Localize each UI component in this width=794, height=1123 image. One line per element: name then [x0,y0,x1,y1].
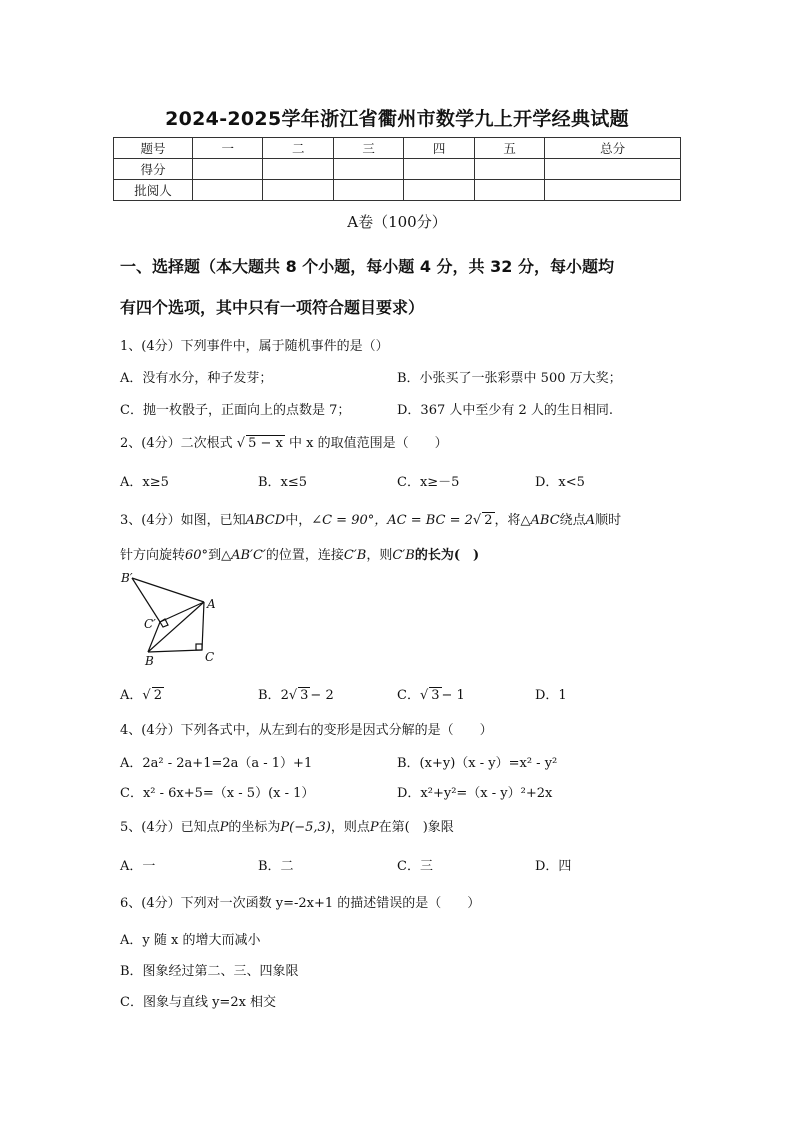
score-input-cell [545,180,681,201]
question-2-stem [120,432,448,451]
q3-option-b-label: B． [258,688,281,703]
q3-option-b-radicand: 3 [300,688,309,703]
q5-option-b: B．二 [258,859,294,874]
q2-stem-pre: 2、(4分）二次根式 [120,436,233,451]
q3-text: ，将 [494,513,521,528]
score-table-cell: 二 [263,138,333,159]
label-bprime: B′ [121,571,133,585]
q3-math: A [585,513,596,528]
q2-option-a: A．x≥5 [120,475,169,490]
section-heading-line2: 有四个选项，其中只有一项符合题目要求） [120,298,425,317]
q3-math: △AB′C′ [221,548,266,563]
segment-b-c [148,650,202,652]
q3-text: ，则 [366,548,393,563]
question-3-line1 [120,509,621,528]
score-input-cell [474,180,544,201]
q3-math: △ABC [520,513,560,528]
score-input-cell [263,159,333,180]
question-3-line2 [120,544,479,563]
q5-option-a: A．一 [120,859,156,874]
q2-option-b: B．x≤5 [258,475,308,490]
q3-option-b-coef: 2 [280,688,289,703]
exam-title: 2024-2025学年浙江省衢州市数学九上开学经典试题 [165,108,629,130]
score-table-row [114,180,681,201]
paper-label: A卷（100分） [347,213,447,231]
q3-option-b-tail: − 2 [310,688,334,703]
score-input-cell [333,159,403,180]
score-table-header-row [114,138,681,159]
score-input-cell [193,159,263,180]
q3-option-a [120,684,164,703]
q6-option-c: C．图象与直线 y=2x 相交 [120,995,277,1010]
score-input-cell [333,180,403,201]
question-5-stem [120,816,454,835]
q5-math: P(−5,3) [280,820,331,835]
q3-option-a-radicand: 2 [153,688,162,703]
q3-math: ABCD [245,513,286,528]
score-table-cell: 三 [333,138,403,159]
q3-math: AC = BC = 2 [387,513,473,528]
segment-bprime-cprime [132,578,160,622]
score-table-cell: 题号 [114,138,193,159]
q1-option-a: A．没有水分，种子发芽； [120,371,273,386]
q3-option-c-label: C． [397,688,420,703]
label-cprime: C′ [144,617,156,631]
q3-math: 60° [185,548,209,563]
score-row-label: 得分 [114,159,193,180]
q2-radicand: 5 − x [248,436,283,451]
q3-option-c-radicand: 3 [431,688,440,703]
q5-option-c: C．三 [397,859,433,874]
q3-math: C′B [392,548,415,563]
score-table-cell: 一 [193,138,263,159]
q5-option-d: D．四 [535,859,572,874]
segment-a-c [202,602,204,650]
q4-option-c: C．x² - 6x+5=（x - 5）(x - 1） [120,786,315,801]
q3-option-c-tail: − 1 [441,688,465,703]
sqrt-icon: √ [142,688,151,703]
question-4-stem: 4、(4分）下列各式中，从左到右的变形是因式分解的是（ ） [120,723,493,738]
q4-option-a: A．2a² - 2a+1=2a（a - 1）+1 [120,756,313,771]
q4-option-b: B．(x+y)（x - y）=x² - y² [397,756,558,771]
right-angle-mark-c [196,644,202,650]
q3-text: 针方向旋转 [120,548,186,563]
question-1-stem: 1、(4分）下列事件中，属于随机事件的是（） [120,339,389,354]
section-heading-line1: 一、选择题（本大题共 8 个小题，每小题 4 分，共 32 分，每小题均 [120,257,614,276]
q3-text: 绕点 [559,513,586,528]
q6-option-b: B．图象经过第二、三、四象限 [120,964,299,979]
score-table-cell: 五 [474,138,544,159]
sqrt-icon: √ [472,513,482,528]
q2-option-c: C．x≥－5 [397,475,460,490]
right-angle-mark-cprime [160,619,168,627]
score-table [113,137,681,201]
q5-math: P [369,820,379,835]
score-table-cell: 四 [404,138,474,159]
q5-text: 5、(4分）已知点 [120,820,220,835]
q4-option-d: D．x²+y²=（x - y）²+2x [397,786,553,801]
sqrt-icon: √ [288,688,298,703]
q3-option-b [258,684,334,703]
score-input-cell [263,180,333,201]
sqrt-icon: √ [236,436,246,451]
q1-option-d: D．367 人中至少有 2 人的生日相同. [397,403,614,418]
q3-math: ∠C = 90°， [311,513,388,528]
q5-text: ，则点 [330,820,370,835]
q1-option-c: C．抛一枚骰子，正面向上的点数是 7； [120,403,351,418]
score-table-row [114,159,681,180]
score-table-cell: 总分 [545,138,681,159]
q3-option-a-label: A． [120,688,143,703]
q3-text: 中， [285,513,312,528]
q3-text: 顺时 [595,513,622,528]
label-a: A [207,597,216,611]
q3-text: 的位置，连接 [265,548,344,563]
q2-stem-post: 中 x 的取值范围是（ ） [288,436,448,451]
q6-option-a: A．y 随 x 的增大而减小 [120,933,261,948]
score-input-cell [404,159,474,180]
segment-cprime-a [160,602,204,622]
question-6-stem: 6、(4分）下列对一次函数 y=-2x+1 的描述错误的是（ ） [120,896,481,911]
q3-math: C′B [343,548,367,563]
q5-text: 的坐标为 [228,820,281,835]
q3-text: 到 [208,548,222,563]
q1-option-b: B．小张买了一张彩票中 500 万大奖； [397,371,622,386]
q3-geometry-figure [118,566,228,670]
score-input-cell [404,180,474,201]
label-b: B [145,654,154,668]
sqrt-icon: √ [419,688,429,703]
q3-radicand: 2 [484,513,493,528]
label-c: C [205,650,215,664]
segment-bprime-a [132,578,204,602]
q5-text: 在第( )象限 [378,820,454,835]
score-input-cell [545,159,681,180]
score-input-cell [474,159,544,180]
q3-option-c [397,684,465,703]
q3-text: 3、(4分）如图，已知 [120,513,246,528]
q2-option-d: D．x<5 [535,475,585,490]
q3-text: 的长为( ) [414,548,480,563]
grader-row-label: 批阅人 [114,180,193,201]
q3-option-d: D．1 [535,688,567,703]
score-input-cell [193,180,263,201]
q5-math: P [219,820,229,835]
